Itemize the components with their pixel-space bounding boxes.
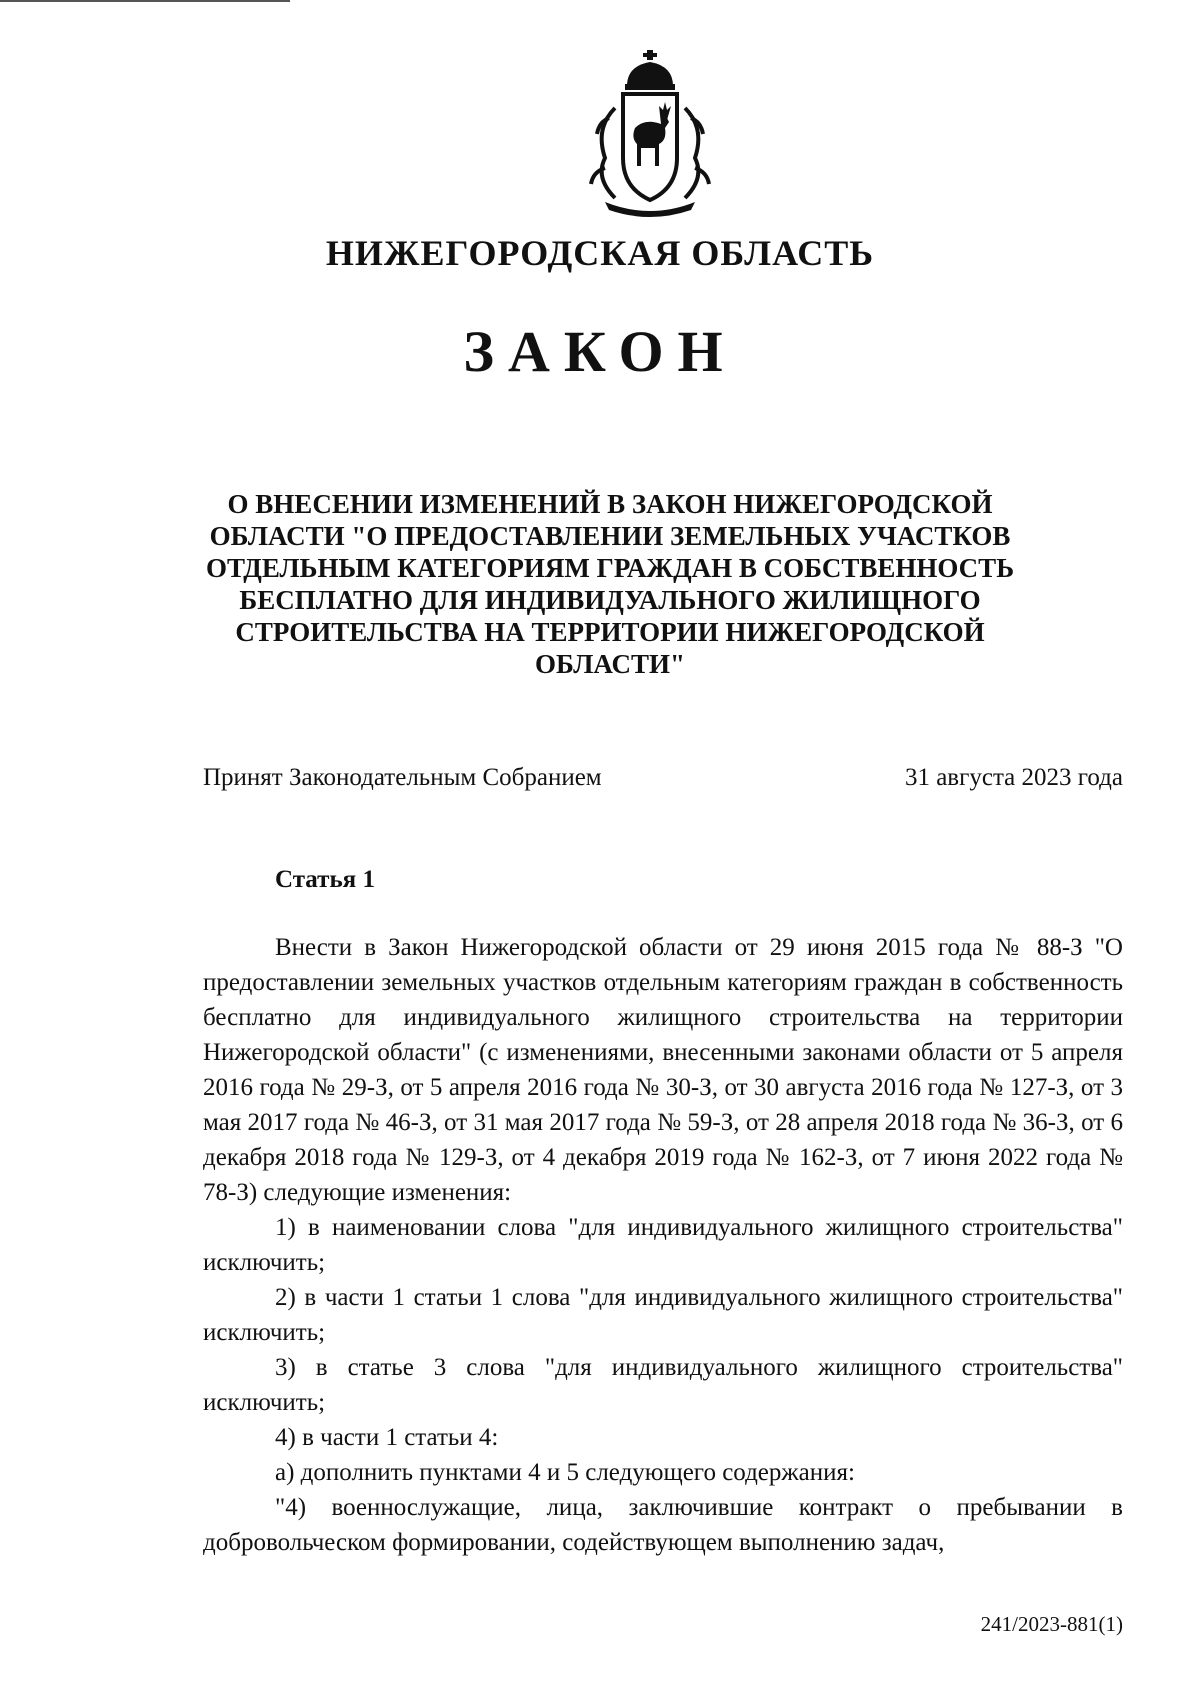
article-paragraph: "4) военнослужащие, лица, заключившие контракт о пребывании в добровольческом формировании, содействующем выполнению задач,: [203, 1494, 1123, 1556]
coat-of-arms-icon: [575, 48, 725, 218]
article-paragraph: Внести в Закон Нижегородской области от 29 июня 2015 года № 88-З "О предоставлении земельных участков отдельным категориям граждан в собственность бесплатно для индивидуального жилищного строительства на территории Нижегородской области" (с изменениями, внесенными законами области от 5 апреля 2016 года № 29-З, от 5 апреля 2016 года № 30-З, от 30 августа 2016 года № 127-З, от 3 мая 2017 года № 46-З, от 31 мая 2017 года № 59-З, от 28 апреля 2018 года № 36-З, от 6 декабря 2018 года № 129-З, от 4 декабря 2019 года № 162-З, от 7 июня 2022 года № 78-З) следующие изменения:: [203, 934, 1123, 1206]
document-code: 241/2023-881(1): [980, 1612, 1123, 1636]
region-name: НИЖЕГОРОДСКАЯ ОБЛАСТЬ: [325, 233, 875, 273]
article-paragraph: 2) в части 1 статьи 1 слова "для индивидуального жилищного строительства" исключить;: [203, 1284, 1123, 1346]
article-paragraph: 4) в части 1 статьи 4:: [275, 1424, 499, 1451]
top-rule: [0, 0, 290, 2]
article-paragraph: 3) в статье 3 слова "для индивидуального жилищного строительства" исключить;: [203, 1354, 1123, 1416]
adoption-label: Принят Законодательным Собранием: [203, 764, 602, 791]
article-body: [203, 930, 1123, 1560]
article-paragraph: а) дополнить пунктами 4 и 5 следующего содержания:: [275, 1459, 855, 1486]
adoption-row: [203, 764, 1123, 792]
article-paragraph: 1) в наименовании слова "для индивидуального жилищного строительства" исключить;: [203, 1214, 1123, 1276]
law-title: О ВНЕСЕНИИ ИЗМЕНЕНИЙ В ЗАКОН НИЖЕГОРОДСКОЙ ОБЛАСТИ "О ПРЕДОСТАВЛЕНИИ ЗЕМЕЛЬНЫХ УЧАСТКОВ ОТДЕЛЬНЫМ КАТЕГОРИЯМ ГРАЖДАН В СОБСТВЕННОСТЬ БЕСПЛАТНО ДЛЯ ИНДИВИДУАЛЬНОГО ЖИЛИЩНОГО СТРОИТЕЛЬСТВА НА ТЕРРИТОРИИ НИЖЕГОРОДСКОЙ ОБЛАСТИ": [205, 489, 1015, 679]
article-heading: Статья 1: [275, 866, 375, 893]
document-type: ЗАКОН: [463, 319, 737, 384]
adoption-date: 31 августа 2023 года: [904, 764, 1123, 791]
